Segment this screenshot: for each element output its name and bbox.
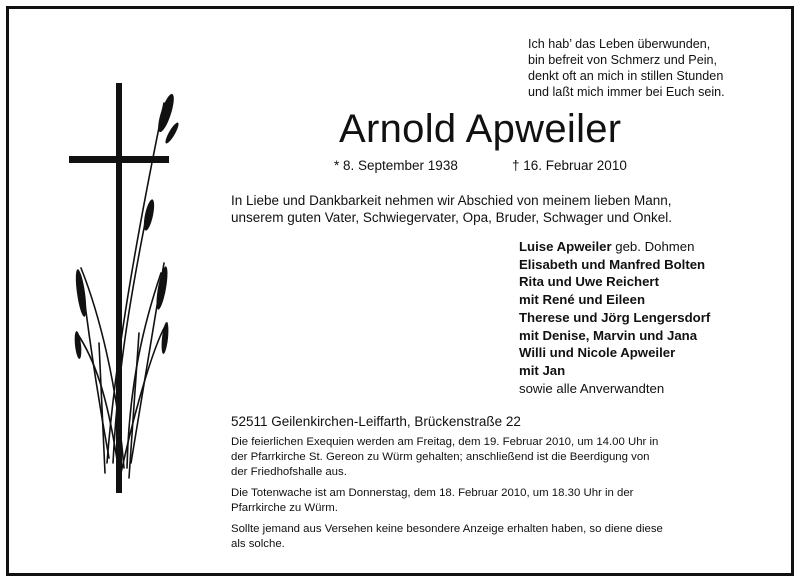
cross-with-wheat-icon — [69, 83, 179, 493]
family-line: Willi und Nicole Apweiler — [519, 345, 676, 361]
family-line — [519, 238, 759, 256]
notice-line: als solche. — [231, 537, 285, 550]
poem-line: und laßt mich immer bei Euch sein. — [528, 85, 725, 99]
notice-line: Die Totenwache ist am Donnerstag, dem 18. Februar 2010, um 18.30 Uhr in der — [231, 487, 634, 499]
notice-line: Sollte jemand aus Versehen keine besondere Anzeige erhalten haben, so diene diese — [231, 523, 663, 535]
family-name: Luise Apweiler — [519, 239, 612, 254]
family-line: mit René und Eileen — [519, 292, 646, 308]
notice-line: Die feierlichen Exequien werden am Freitag, dem 19. Februar 2010, um 14.00 Uhr in — [231, 436, 659, 448]
family-line: Elisabeth und Manfred Bolten — [519, 256, 706, 272]
notice-line: der Friedhofshalle aus. — [231, 465, 347, 478]
family-line: mit Denise, Marvin und Jana — [519, 327, 698, 343]
address: 52511 Geilenkirchen-Leiffarth, Brückenstraße 22 — [231, 414, 521, 429]
notice-hinweis — [231, 522, 761, 552]
family-line: Rita und Uwe Reichert — [519, 274, 659, 290]
intro-line: unserem guten Vater, Schwiegervater, Opa, Bruder, Schwager und Onkel. — [231, 210, 672, 225]
family-list — [519, 238, 759, 397]
poem-line: bin befreit von Schmerz und Pein, — [528, 53, 718, 67]
notice-line: der Pfarrkirche St. Gereon zu Würm gehalten; anschließend ist die Beerdigung von — [231, 450, 650, 463]
birth-date: * 8. September 1938 — [334, 158, 458, 173]
notice-totenwache — [231, 486, 761, 516]
intro-line: In Liebe und Dankbarkeit nehmen wir Abschied von meinem lieben Mann, — [231, 193, 672, 208]
obituary-frame — [6, 6, 794, 576]
notice-line: Pfarrkirche zu Würm. — [231, 501, 338, 514]
family-line: Therese und Jörg Lengersdorf — [519, 309, 711, 325]
deceased-name: Arnold Apweiler — [339, 107, 622, 151]
death-date: † 16. Februar 2010 — [512, 158, 627, 173]
poem-line: Ich hab’ das Leben überwunden, — [528, 37, 711, 51]
family-line: sowie alle Anverwandten — [519, 380, 665, 396]
poem — [528, 36, 758, 100]
notice-exequien — [231, 435, 761, 479]
family-line: mit Jan — [519, 362, 566, 378]
family-name-suffix: geb. Dohmen — [611, 239, 695, 254]
intro-text — [231, 192, 761, 226]
poem-line: denkt oft an mich in stillen Stunden — [528, 69, 724, 83]
